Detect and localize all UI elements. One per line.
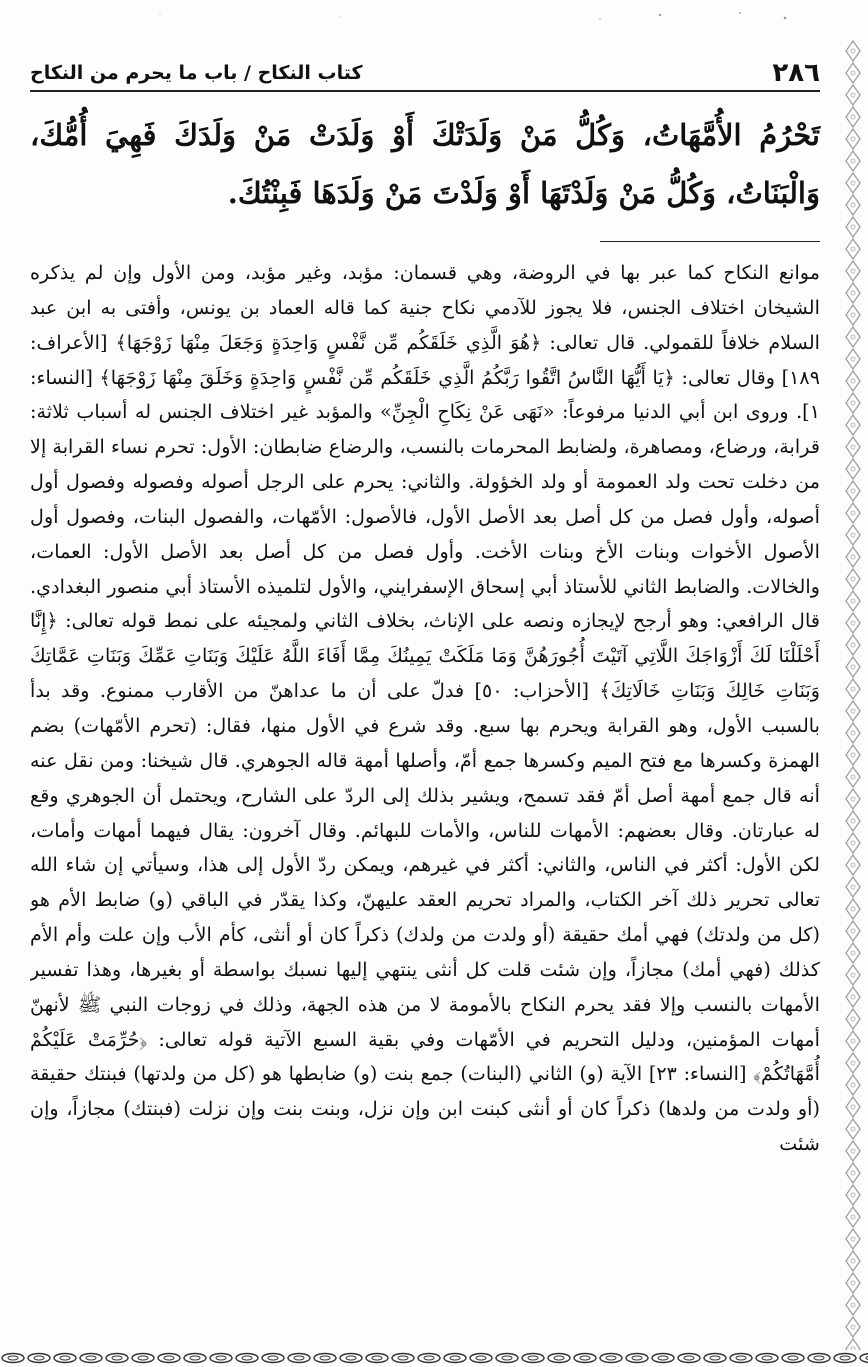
running-title: كتاب النكاح / باب ما يحرم من النكاح bbox=[30, 62, 363, 84]
main-text: تَحْرُمُ الأُمَّهَاتُ، وَكُلُّ مَنْ وَلَدَتْكَ أَوْ وَلَدَتْ مَنْ وَلَدَكَ فَهِيَ أُمُّكَ، وَالْبَنَاتُ، وَكُلُّ مَنْ وَلَدْتَهَا أَوْ وَلَدْتَ مَنْ وَلَدَهَا فَبِنْتُكَ. bbox=[30, 118, 820, 210]
scan-noise bbox=[40, 8, 820, 22]
footnote-divider bbox=[600, 241, 820, 242]
page-header bbox=[30, 56, 820, 92]
commentary-text bbox=[30, 256, 820, 1336]
bottom-ornament-border bbox=[0, 1350, 868, 1364]
page-number: ٢٨٦ bbox=[772, 58, 820, 88]
commentary-paragraph: موانع النكاح كما عبر بها في الروضة، وهي قسمان: مؤبد، وغير مؤبد، ومن الأول وإن لم يذكره الشيخان اختلاف الجنس، فلا يجوز للآدمي نكاح جنية كما قاله العماد بن يونس، وأفتى به ابن عبد السلام خلافاً للقمولي. قال تعالى: ﴿هُوَ الَّذِي خَلَقَكُم مِّن نَّفْسٍ وَاحِدَةٍ وَجَعَلَ مِنْهَا زَوْجَهَا﴾ [الأعراف: ١٨٩] وقال تعالى: ﴿يَا أَيُّهَا النَّاسُ اتَّقُوا رَبَّكُمُ الَّذِي خَلَقَكُم مِّن نَّفْسٍ وَاحِدَةٍ وَخَلَقَ مِنْهَا زَوْجَهَا﴾ [النساء: ١]. وروى ابن أبي الدنيا مرفوعاً: «نَهَى عَنْ نِكَاحِ الْجِنِّ» والمؤبد غير اختلاف الجنس له أسباب ثلاثة: قرابة، ورضاع، ومصاهرة، ولضابط المحرمات بالنسب، والرضاع ضابطان: الأول: تحرم نساء القرابة إلا من دخلت تحت ولد العمومة أو ولد الخؤولة. والثاني: يحرم على الرجل أصوله وفصوله وفصول أول أصوله، وأول فصل من كل أصل بعد الأصل الأول، فالأصول: الأمّهات، والفصول البنات، وفصول أول الأصول الأخوات وبنات الأخ وبنات الأخت. وأول فصل من كل أصل بعد الأصل الأول: العمات، والخالات. والضابط الثاني للأستاذ أبي إسحاق الإسفرايني، والأول لتلميذه الأستاذ أبي منصور البغدادي. قال الرافعي: وهو أرجح لإيجازه ونصه على الإناث، بخلاف الثاني ولمجيئه على نمط قوله تعالى: ﴿إِنَّا أَحْلَلْنَا لَكَ أَزْوَاجَكَ اللَّاتِي آتَيْتَ أُجُورَهُنَّ وَمَا مَلَكَتْ يَمِينُكَ مِمَّا أَفَاءَ اللَّهُ عَلَيْكَ وَبَنَاتِ عَمِّكَ وَبَنَاتِ عَمَّاتِكَ وَبَنَاتِ خَالِكَ وَبَنَاتِ خَالَاتِكَ﴾ [الأحزاب: ٥٠] فدلّ على أن ما عداهنّ من الأقارب ممنوع. وقد بدأ بالسبب الأول، وهو القرابة ويحرم بها سبع. وقد شرع في الأول منها، فقال: (تحرم الأمّهات) بضم الهمزة وكسرها مع فتح الميم وكسرها جمع أمّ، وأصلها أمهة قاله الجوهري. قال شيخنا: ومن نقل عنه أنه قال جمع أمهة أصل أمّ فقد تسمح، ويشير بذلك إلى الردّ على الشارح، ويحتمل أن الجوهري وقع له عبارتان. وقال بعضهم: الأمهات للناس، والأمات للبهائم. وقال آخرون: يقال فيهما أمهات وأمات، لكن الأول: أكثر في الناس، والثاني: أكثر في غيرهم، ويمكن ردّ الأول إلى هذا، وسيأتي إن شاء الله تعالى تحرير ذلك آخر الكتاب، والمراد تحريم العقد عليهنّ، وكذا يقدّر في الباقي (و) ضابط الأم هو (كل من ولدتك) فهي أمك حقيقة (أو ولدت من ولدك) ذكراً كان أو أنثى، كأم الأب وإن علت وأم الأم كذلك (فهي أمك) مجازاً، وإن شئت قلت كل أنثى ينتهي إليها نسبك بواسطة أو بغيرها، وهذا تفسير الأمهات بالنسب وإلا فقد يحرم النكاح بالأمومة لا من هذه الجهة، وذلك في زوجات النبي ﷺ لأنهنّ أمهات المؤمنين، ودليل التحريم في الأمّهات وفي بقية السبع الآتية قوله تعالى: ﴿حُرِّمَتْ عَلَيْكُمْ أُمَّهَاتُكُمْ﴾ [النساء: ٢٣] الآية (و) الثاني (البنات) جمع بنت (و) ضابطها هو (كل من ولدتها) فبنتك حقيقة (أو ولدت من ولدها) ذكراً كان أو أنثى كبنت ابن وإن نزل، وبنت بنت وإن نزلت (فبنتك) مجازاً، وإن شئت bbox=[30, 261, 820, 1156]
page-edge-ornament bbox=[844, 40, 862, 1350]
